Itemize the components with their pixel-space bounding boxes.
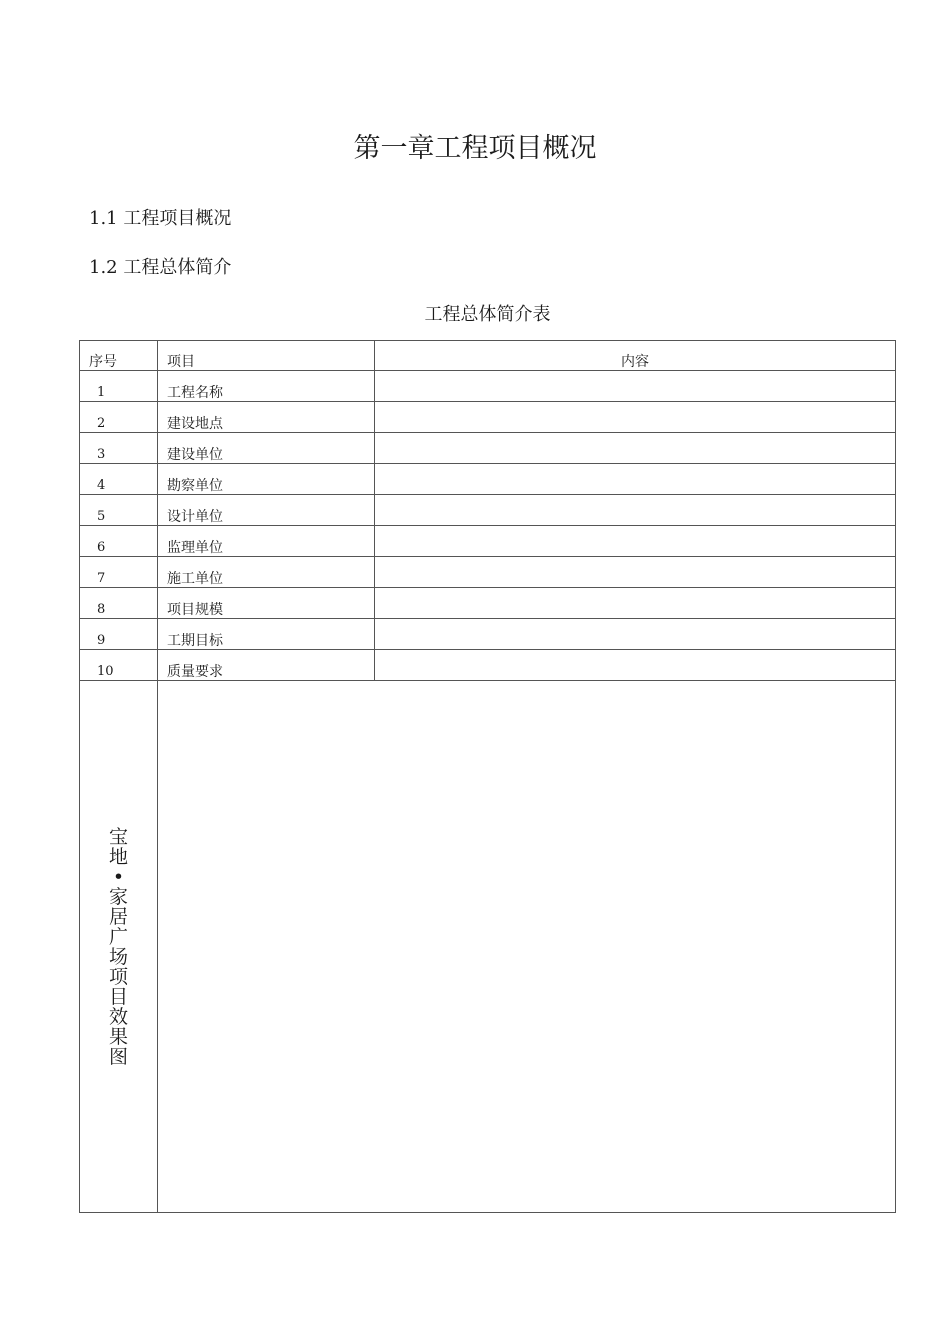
- row-content[interactable]: [375, 464, 896, 495]
- chapter-title: 第一章工程项目概况: [353, 133, 597, 164]
- header-index: 序号: [80, 341, 158, 371]
- row-index: 2: [80, 402, 158, 433]
- table-row: [80, 371, 896, 402]
- row-item: 项目规模: [158, 588, 375, 619]
- row-index: 4: [80, 464, 158, 495]
- project-overview-table: [79, 340, 896, 1213]
- row-content[interactable]: [375, 650, 896, 681]
- table-row: [80, 526, 896, 557]
- row-content[interactable]: [375, 402, 896, 433]
- row-content[interactable]: [375, 557, 896, 588]
- rendering-label-cell: [80, 681, 158, 1213]
- table-row: [80, 619, 896, 650]
- table-row: [80, 433, 896, 464]
- row-content[interactable]: [375, 433, 896, 464]
- rendering-label: 宝地•家居广场项目效果图: [108, 825, 128, 1068]
- row-index: 9: [80, 619, 158, 650]
- table-row: [80, 402, 896, 433]
- row-item: 建设单位: [158, 433, 375, 464]
- row-index: 1: [80, 371, 158, 402]
- table-row: [80, 588, 896, 619]
- table-caption: 工程总体简介表: [424, 304, 551, 325]
- row-index: 5: [80, 495, 158, 526]
- row-index: 6: [80, 526, 158, 557]
- table-row: [80, 495, 896, 526]
- row-content[interactable]: [375, 371, 896, 402]
- row-index: 8: [80, 588, 158, 619]
- row-item: 建设地点: [158, 402, 375, 433]
- header-item: 项目: [158, 341, 375, 371]
- header-content: 内容: [375, 341, 896, 371]
- row-content[interactable]: [375, 588, 896, 619]
- row-index: 10: [80, 650, 158, 681]
- row-index: 3: [80, 433, 158, 464]
- section-heading-1-2: 1.2 工程总体简介: [89, 257, 232, 278]
- row-content[interactable]: [375, 526, 896, 557]
- row-content[interactable]: [375, 619, 896, 650]
- row-item: 质量要求: [158, 650, 375, 681]
- table-row: [80, 557, 896, 588]
- row-item: 监理单位: [158, 526, 375, 557]
- row-item: 工期目标: [158, 619, 375, 650]
- row-index: 7: [80, 557, 158, 588]
- row-item: 设计单位: [158, 495, 375, 526]
- row-content[interactable]: [375, 495, 896, 526]
- rendering-image-area: [158, 681, 896, 1213]
- section-heading-1-1: 1.1 工程项目概况: [89, 208, 232, 229]
- table-row: [80, 650, 896, 681]
- table-row: [80, 464, 896, 495]
- row-item: 施工单位: [158, 557, 375, 588]
- rendering-row: [80, 681, 896, 1213]
- row-item: 勘察单位: [158, 464, 375, 495]
- table-header-row: [80, 341, 896, 371]
- row-item: 工程名称: [158, 371, 375, 402]
